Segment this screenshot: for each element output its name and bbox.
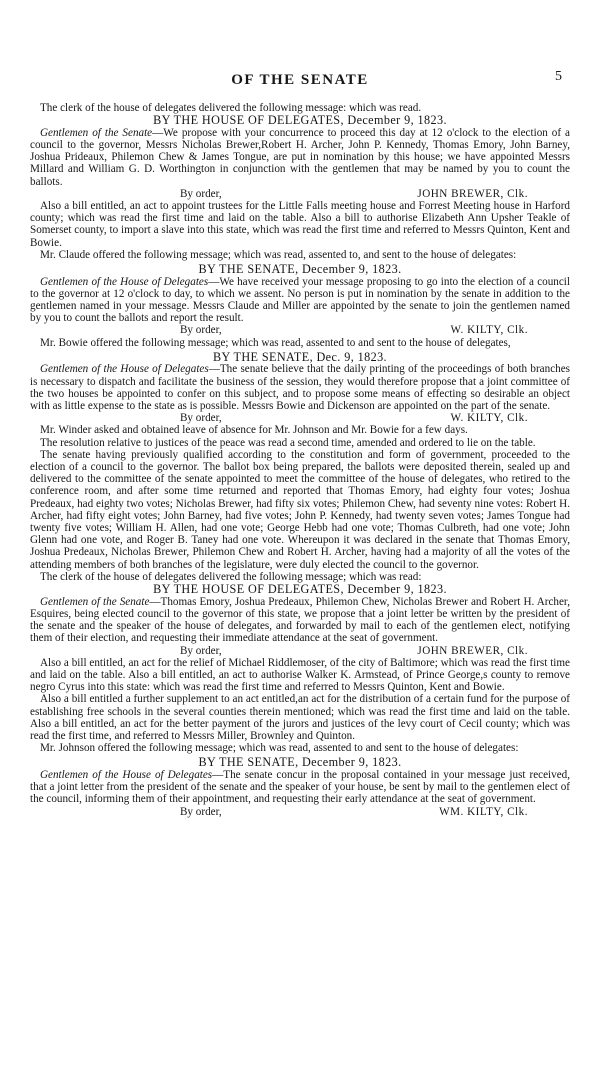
paragraph-leave-of-absence: Mr. Winder asked and obtained leave of absence for Mr. Johnson and Mr. Bowie for a few days. — [40, 424, 468, 437]
by-order: By order, — [180, 187, 222, 200]
heading-senate: BY THE SENATE, December 9, 1823. — [198, 262, 402, 277]
page-number: 5 — [555, 69, 562, 84]
heading-senate: BY THE SENATE, December 9, 1823. — [198, 755, 402, 770]
signature-line — [30, 806, 570, 818]
signature-line — [30, 412, 570, 424]
journal-text — [30, 102, 570, 818]
paragraph-clerk-message: The clerk of the house of delegates delivered the following message; which was read: — [40, 570, 422, 583]
heading-house-of-delegates: BY THE HOUSE OF DELEGATES, December 9, 1823. — [153, 113, 447, 128]
paragraph-relief-bill: Also a bill entitled, an act for the relief of Michael Riddlemoser, of the city of Baltimore; which was read the first time and laid on the table. Also a bill entitled, an act to authorise Walker K. Armstead, of Prince George,s county to remove negro Cyrus into this state: which was read the first time and referred to Messrs Quinton, Kent and Bowie. — [30, 656, 570, 694]
salutation: Gentlemen of the House of Delegates — [40, 768, 213, 781]
heading-house-of-delegates: BY THE HOUSE OF DELEGATES, December 9, 1823. — [153, 582, 447, 597]
salutation: Gentlemen of the Senate — [40, 126, 153, 139]
message-house-joint-letter — [30, 596, 570, 645]
by-order: By order, — [180, 324, 222, 337]
clerk-signature: W. KILTY, Clk. — [450, 324, 528, 337]
salutation: Gentlemen of the House of Delegates — [40, 275, 209, 288]
paragraph-schools-bill: Also a bill entitled a further supplement to an act entitled,an act for the distribution of a certain fund for the purpose of establishing free schools in the several counties therein mentioned; which was read the first time and laid on the table. Also a bill entitled, an act for the better payment of the jurors and justices of the levy court of Cecil county; which was read the first time, and referred to Messrs Miller, Brownley and Quinton. — [30, 693, 570, 742]
salutation: Gentlemen of the House of Delegates — [40, 363, 209, 376]
clerk-signature: JOHN BREWER, Clk. — [417, 187, 528, 200]
heading-senate: BY THE SENATE, Dec. 9, 1823. — [212, 349, 388, 364]
by-order: By order, — [180, 805, 222, 818]
message-senate-assent — [30, 276, 570, 325]
running-head: OF THE SENATE — [231, 72, 369, 88]
signature-line — [30, 645, 570, 657]
message-text: —We have received your message proposing to go into the election of a council to the governor at 12 o'clock to day, to which we assent. No person is put in nomination by the senate in addition to the gentlemen named in your message. Messrs Claude and Miller are appointed by the senate to join the gentlemen named by you to count the ballots and report the result. — [30, 275, 570, 325]
clerk-signature: W. KILTY, Clk. — [450, 412, 528, 425]
message-house-nomination — [30, 127, 570, 188]
by-order: By order, — [180, 644, 222, 657]
paragraph-bowie-message: Mr. Bowie offered the following message; which was read, assented to and sent to the house of delegates, — [40, 336, 511, 349]
by-order: By order, — [180, 412, 222, 425]
message-text: —Thomas Emory, Joshua Predeaux, Philemon Chew, Nicholas Brewer and Robert H. Archer, Esquires, being elected council to the governor of this state, we propose that a joint letter be written by the president of the senate and the speaker of the house of delegates, and forwarded by mail to each of the gentlemen elect, notifying them of their election, and requesting their immediate attendance at the seat of government. — [30, 595, 570, 645]
clerk-signature: JOHN BREWER, Clk. — [417, 644, 528, 657]
message-senate-printing — [30, 363, 570, 412]
message-text: —The senate concur in the proposal contained in your message just received, that a joint letter from the president of the senate and the speaker of your house, be sent by mail to the gentlemen elect of the council, informing them of their appointment, and requesting their early attendance at the seat of government. — [30, 768, 570, 806]
paragraph-election-results: The senate having previously qualified according to the constitution and form of government, proceeded to the election of a council to the governor. The ballot box being prepared, the ballots were deposited therein, sealed up and delivered to the committee of the senate appointed to meet the committee of the house of delegates, who retired to the conference room, and after some time returned and reported that Thomas Emory, had eighty four votes; Joshua Predeaux, had eighty two votes; Nicholas Brewer, had fifty six votes; Philemon Chew, had seventy nine votes: Robert H. Archer, had fifty eight votes; John Barney, had five votes; John P. Kennedy, had twenty seven votes; James Tongue had twenty five votes; William H. Allen, had one vote; George Hebb had one vote; Thomas Culbreth, had one vote; John Glenn had one vote, and Roger B. Taney had one vote. Whereupon it was declared in the senate that Thomas Emory, Joshua Predeaux, Nicholas Brewer, Philemon Chew and Robert H. Archer, having had a majority of all the votes of the attending members of both branches of the legislature, were duly elected the council to the governor. — [30, 448, 570, 571]
paragraph-claude-message: Mr. Claude offered the following message; which was read, assented to, and sent to the house of delegates: — [40, 248, 517, 261]
signature-line — [30, 324, 570, 336]
paragraph-bills: Also a bill entitled, an act to appoint trustees for the Little Falls meeting house and Forrest Meeting house in Harford county; which was read the first time and laid on the table. Also a bill to authorise Elizabeth Ann Upsher Teakle of Somerset county, to import a slave into this state, which was read the first time and referred to Messrs Quinton, Kent and Bowie. — [30, 200, 570, 249]
message-text: —We propose with your concurrence to proceed this day at 12 o'clock to the election of a council to the governor, Messrs Nicholas Brewer,Robert H. Archer, John P. Kennedy, Thomas Emory, John Barney, Joshua Prideaux, Philemon Chew & James Tongue, are put in nomination by this house; we have appointed Messrs Millard and William G. D. Worthington in conjunction with the gentlemen that may be named by you to count the ballots. — [30, 126, 570, 188]
paragraph-johnson-message: Mr. Johnson offered the following message; which was read, assented to and sent to the house of delegates: — [40, 742, 519, 755]
message-text: —The senate believe that the daily printing of the proceedings of both branches is necessary to dispatch and facilitate the business of the session, they would therefore propose that a joint committee of the two houses be appointed to confer on this subject, and to propose some means of effecting so desirable an object with as little expense to the state as is possible. Messrs Bowie and Dickenson are appointed on the part of the senate. — [30, 363, 570, 413]
signature-line — [30, 188, 570, 200]
clerk-signature: WM. KILTY, Clk. — [439, 805, 528, 818]
message-senate-concur — [30, 769, 570, 806]
paragraph-clerk-message: The clerk of the house of delegates delivered the following message: which was read. — [40, 102, 422, 114]
paragraph-resolution: The resolution relative to justices of the peace was read a second time, amended and ordered to lie on the table. — [40, 436, 536, 449]
salutation: Gentlemen of the Senate — [40, 595, 150, 608]
